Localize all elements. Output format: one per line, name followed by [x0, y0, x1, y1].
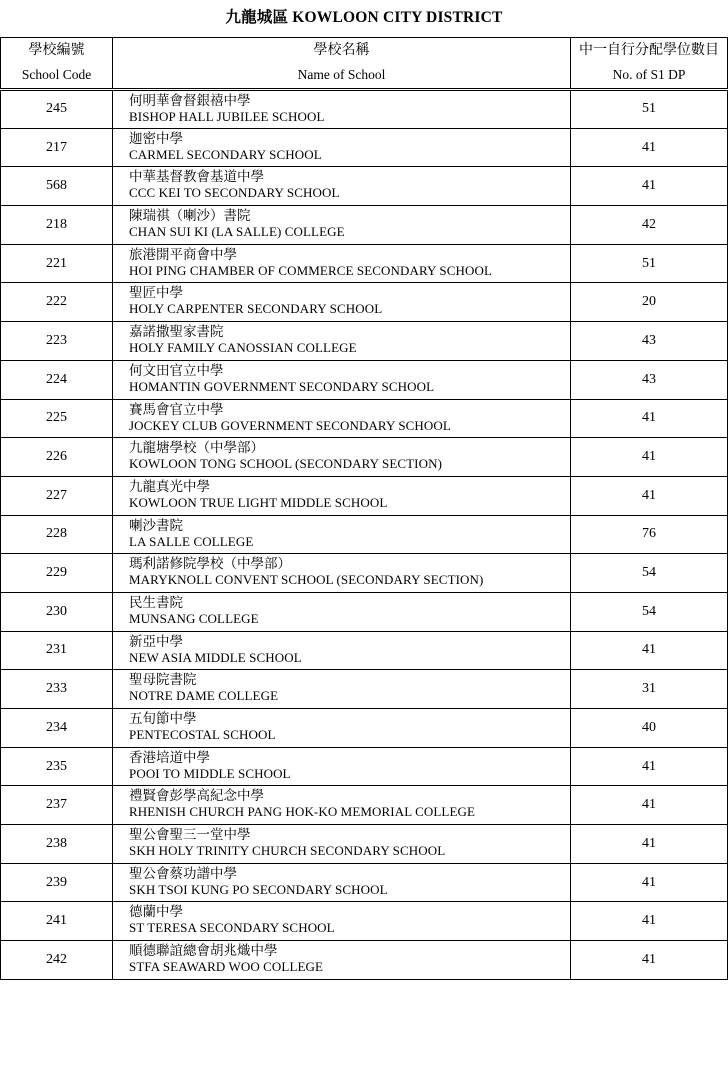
school-code-cell: 229	[1, 554, 113, 593]
school-name-en: PENTECOSTAL SCHOOL	[129, 727, 276, 742]
school-name-zh: 聖公會聖三一堂中學	[129, 827, 251, 843]
school-name-en: BISHOP HALL JUBILEE SCHOOL	[129, 109, 325, 124]
school-name-en: HOLY CARPENTER SECONDARY SCHOOL	[129, 301, 383, 317]
school-name-zh: 順德聯誼總會胡兆熾中學	[129, 943, 278, 959]
school-name-cell	[113, 747, 571, 786]
school-code-cell: 235	[1, 747, 113, 786]
school-code-cell: 222	[1, 283, 113, 322]
school-name-cell	[113, 90, 571, 129]
s1-dp-cell: 41	[571, 747, 728, 786]
school-name-cell	[113, 128, 571, 167]
school-name-en: POOI TO MIDDLE SCHOOL	[129, 765, 291, 781]
school-code-cell: 231	[1, 631, 113, 670]
s1-dp-cell: 41	[571, 863, 728, 902]
s1-dp-cell: 41	[571, 128, 728, 167]
school-name-cell	[113, 631, 571, 670]
school-code-cell: 225	[1, 399, 113, 438]
s1-dp-cell: 76	[571, 515, 728, 554]
table-row	[1, 322, 728, 361]
school-name-zh: 何明華會督銀禧中學	[129, 93, 251, 108]
school-name-en: LA SALLE COLLEGE	[129, 533, 254, 549]
school-name-zh: 瑪利諾修院學校（中學部）	[129, 556, 291, 572]
school-name-cell	[113, 244, 571, 283]
school-name-zh: 民生書院	[129, 594, 183, 610]
school-code-cell: 228	[1, 515, 113, 554]
school-name-cell	[113, 592, 571, 631]
school-name-en: CARMEL SECONDARY SCHOOL	[129, 146, 322, 162]
table-row	[1, 90, 728, 129]
school-name-en: KOWLOON TONG SCHOOL (SECONDARY SECTION)	[129, 456, 443, 472]
school-name-header	[113, 38, 571, 90]
s1-dp-cell: 41	[571, 902, 728, 941]
school-name-zh: 禮賢會彭學高紀念中學	[129, 788, 264, 804]
table-row	[1, 167, 728, 206]
school-code-cell: 223	[1, 322, 113, 361]
school-name-cell	[113, 825, 571, 864]
school-table	[0, 37, 728, 980]
school-name-zh: 陳瑞祺（喇沙）書院	[129, 208, 251, 224]
school-name-cell	[113, 283, 571, 322]
s1-dp-cell: 41	[571, 476, 728, 515]
table-row	[1, 515, 728, 554]
school-name-zh: 聖母院書院	[129, 672, 197, 688]
school-name-en: HOI PING CHAMBER OF COMMERCE SECONDARY SCHOOL	[129, 262, 493, 278]
school-code-cell: 241	[1, 902, 113, 941]
table-row	[1, 786, 728, 825]
school-name-en: CHAN SUI KI (LA SALLE) COLLEGE	[129, 224, 345, 240]
page-title: 九龍城區 KOWLOON CITY DISTRICT	[225, 9, 503, 26]
school-name-cell	[113, 206, 571, 245]
school-name-en: NOTRE DAME COLLEGE	[129, 688, 279, 704]
school-code-cell: 242	[1, 941, 113, 980]
school-name-zh: 聖公會蔡功譜中學	[129, 865, 237, 881]
school-code-cell: 234	[1, 709, 113, 748]
school-code-cell: 237	[1, 786, 113, 825]
school-name-cell	[113, 438, 571, 477]
s1-dp-cell: 20	[571, 283, 728, 322]
school-name-en: HOMANTIN GOVERNMENT SECONDARY SCHOOL	[129, 378, 435, 394]
table-row	[1, 747, 728, 786]
school-name-zh: 香港培道中學	[129, 749, 210, 765]
school-code-cell: 224	[1, 360, 113, 399]
table-row	[1, 283, 728, 322]
s1-dp-cell: 31	[571, 670, 728, 709]
school-name-en: JOCKEY CLUB GOVERNMENT SECONDARY SCHOOL	[129, 417, 451, 433]
school-code-cell: 218	[1, 206, 113, 245]
school-name-en: KOWLOON TRUE LIGHT MIDDLE SCHOOL	[129, 494, 388, 510]
school-name-zh: 嘉諾撒聖家書院	[129, 324, 224, 340]
s1-dp-cell: 40	[571, 709, 728, 748]
table-row	[1, 554, 728, 593]
school-name-zh: 新亞中學	[129, 633, 183, 649]
table-row	[1, 399, 728, 438]
school-name-cell	[113, 399, 571, 438]
table-row	[1, 244, 728, 283]
school-name-cell	[113, 476, 571, 515]
school-name-zh: 九龍真光中學	[129, 478, 210, 494]
school-code-cell: 238	[1, 825, 113, 864]
table-row	[1, 438, 728, 477]
school-name-zh: 何文田官立中學	[129, 362, 224, 378]
school-name-zh: 喇沙書院	[129, 517, 183, 533]
school-code-header-en: School Code	[21, 67, 92, 82]
table-header-row	[1, 38, 728, 90]
school-name-en: ST TERESA SECONDARY SCHOOL	[129, 920, 335, 936]
school-name-cell	[113, 941, 571, 980]
table-row	[1, 206, 728, 245]
school-name-cell	[113, 554, 571, 593]
school-name-cell	[113, 167, 571, 206]
s1-dp-header	[571, 38, 728, 90]
s1-dp-header-zh: 中一自行分配學位數目	[579, 43, 719, 58]
s1-dp-cell: 41	[571, 786, 728, 825]
school-name-en: MARYKNOLL CONVENT SCHOOL (SECONDARY SECTION)	[129, 572, 484, 588]
school-code-cell: 217	[1, 128, 113, 167]
school-name-zh: 賽馬會官立中學	[129, 401, 224, 417]
school-name-cell	[113, 902, 571, 941]
school-code-header-zh: 學校編號	[28, 43, 85, 58]
school-name-en: CCC KEI TO SECONDARY SCHOOL	[129, 185, 340, 201]
school-code-cell: 230	[1, 592, 113, 631]
s1-dp-cell: 43	[571, 360, 728, 399]
school-code-cell: 226	[1, 438, 113, 477]
table-row	[1, 631, 728, 670]
school-name-zh: 旅港開平商會中學	[129, 246, 237, 262]
s1-dp-cell: 41	[571, 167, 728, 206]
table-row	[1, 592, 728, 631]
school-name-en: RHENISH CHURCH PANG HOK-KO MEMORIAL COLLEGE	[129, 804, 476, 820]
school-code-cell: 239	[1, 863, 113, 902]
table-row	[1, 863, 728, 902]
school-name-en: SKH TSOI KUNG PO SECONDARY SCHOOL	[129, 881, 388, 897]
school-code-cell: 227	[1, 476, 113, 515]
school-name-zh: 聖匠中學	[129, 285, 183, 301]
s1-dp-header-en: No. of S1 DP	[612, 67, 686, 82]
school-name-zh: 五旬節中學	[129, 711, 197, 726]
school-name-zh: 九龍塘學校（中學部）	[129, 440, 264, 456]
school-name-zh: 德蘭中學	[129, 904, 183, 920]
school-code-cell: 233	[1, 670, 113, 709]
s1-dp-cell: 51	[571, 90, 728, 129]
school-code-cell: 221	[1, 244, 113, 283]
table-row	[1, 128, 728, 167]
school-name-en: MUNSANG COLLEGE	[129, 610, 259, 626]
school-name-cell	[113, 863, 571, 902]
s1-dp-cell: 54	[571, 592, 728, 631]
s1-dp-cell: 54	[571, 554, 728, 593]
school-name-zh: 迦密中學	[129, 130, 183, 146]
s1-dp-cell: 41	[571, 399, 728, 438]
table-row	[1, 670, 728, 709]
school-name-en: NEW ASIA MIDDLE SCHOOL	[129, 649, 302, 665]
s1-dp-cell: 41	[571, 438, 728, 477]
school-name-en: HOLY FAMILY CANOSSIAN COLLEGE	[129, 340, 357, 356]
s1-dp-cell: 41	[571, 825, 728, 864]
school-code-header	[1, 38, 113, 90]
school-name-header-zh: 學校名稱	[313, 43, 370, 58]
table-row	[1, 825, 728, 864]
school-name-en: STFA SEAWARD WOO COLLEGE	[129, 959, 324, 975]
s1-dp-cell: 41	[571, 941, 728, 980]
school-name-header-en: Name of School	[297, 67, 386, 82]
school-name-cell	[113, 322, 571, 361]
school-code-cell: 245	[1, 90, 113, 129]
s1-dp-cell: 42	[571, 206, 728, 245]
s1-dp-cell: 41	[571, 631, 728, 670]
school-name-zh: 中華基督教會基道中學	[129, 169, 264, 185]
table-row	[1, 709, 728, 748]
table-row	[1, 941, 728, 980]
school-name-cell	[113, 360, 571, 399]
school-name-en: SKH HOLY TRINITY CHURCH SECONDARY SCHOOL	[129, 843, 446, 859]
table-row	[1, 476, 728, 515]
school-name-cell	[113, 786, 571, 825]
table-row	[1, 902, 728, 941]
school-name-cell	[113, 709, 571, 748]
table-row	[1, 360, 728, 399]
s1-dp-cell: 43	[571, 322, 728, 361]
s1-dp-cell: 51	[571, 244, 728, 283]
school-code-cell: 568	[1, 167, 113, 206]
school-name-cell	[113, 515, 571, 554]
school-name-cell	[113, 670, 571, 709]
